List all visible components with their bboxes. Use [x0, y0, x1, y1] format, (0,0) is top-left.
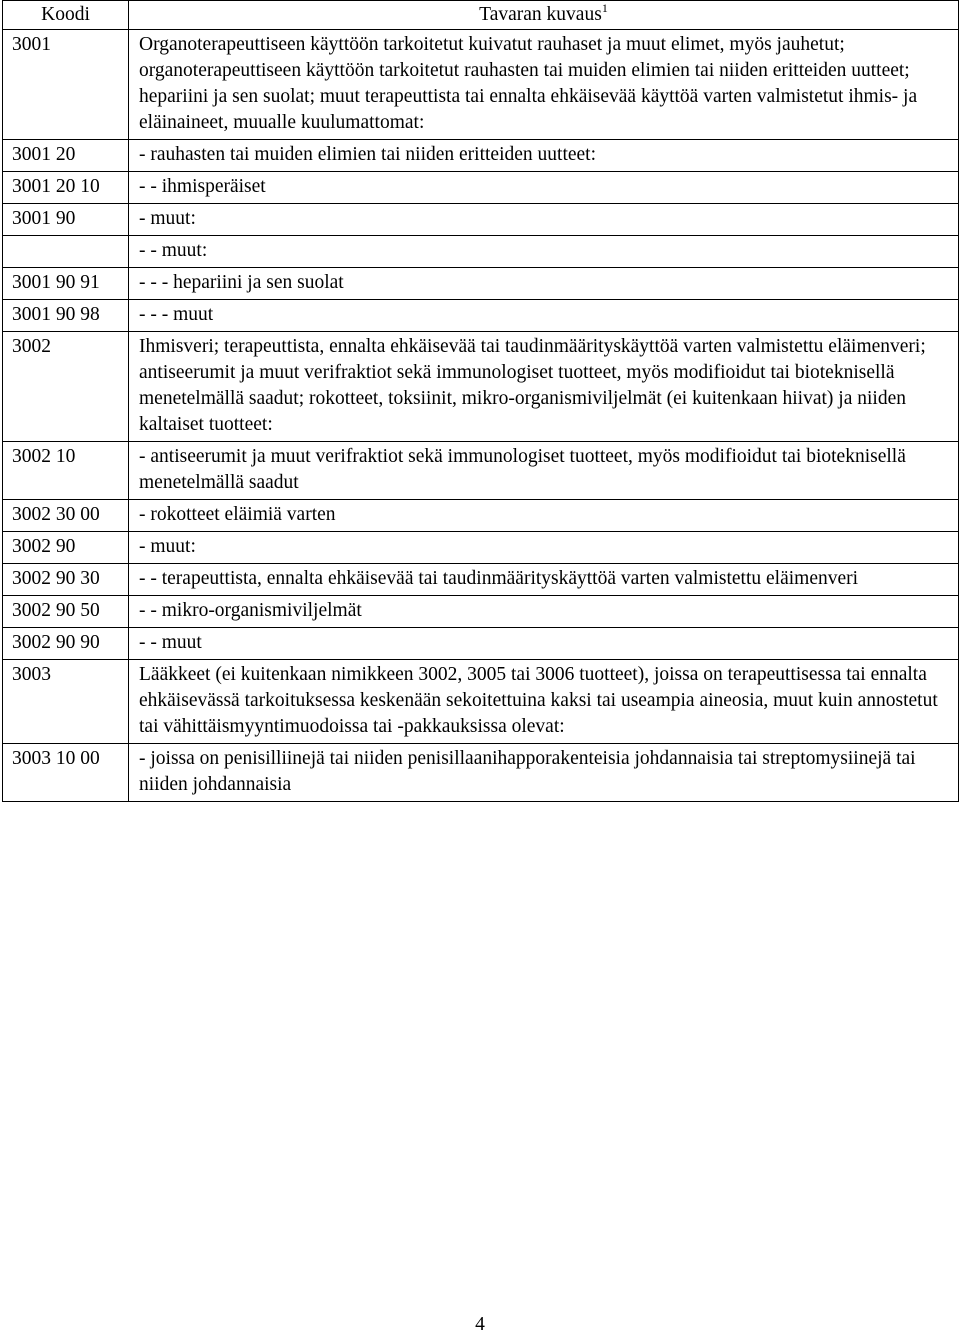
row-description: - - terapeuttista, ennalta ehkäisevää tai taudinmäärityskäyttöä varten valmistettu eläimenveri [129, 564, 959, 596]
row-code: 3002 30 00 [3, 500, 129, 532]
table-row [3, 532, 959, 564]
row-code: 3001 20 [3, 140, 129, 172]
row-description: - - mikro-organismiviljelmät [129, 596, 959, 628]
row-description: - - muut [129, 628, 959, 660]
row-code [3, 236, 129, 268]
row-code: 3001 90 91 [3, 268, 129, 300]
row-description: - - - muut [129, 300, 959, 332]
row-code: 3001 90 [3, 204, 129, 236]
row-description: - - - hepariini ja sen suolat [129, 268, 959, 300]
column-header-code: Koodi [3, 1, 129, 30]
table-row [3, 204, 959, 236]
row-description: - - muut: [129, 236, 959, 268]
row-description: - joissa on penisilliinejä tai niiden penisillaanihapporakenteisia johdannaisia tai streptomysiinejä tai niiden johdannaisia [129, 744, 959, 802]
row-description: Ihmisveri; terapeuttista, ennalta ehkäisevää tai taudinmäärityskäyttöä varten valmistettu eläimenveri; antiseerumit ja muut verifraktiot sekä immunologiset tuotteet, myös modifioidut tai bioteknisellä menetelmällä saadut; rokotteet, toksiinit, mikro-organismiviljelmät (ei kuitenkaan hiivat) ja niiden kaltaiset tuotteet: [129, 332, 959, 442]
table-row [3, 744, 959, 802]
page-number: 4 [475, 1314, 485, 1335]
row-code: 3002 10 [3, 442, 129, 500]
table-row [3, 500, 959, 532]
row-code: 3001 20 10 [3, 172, 129, 204]
tariff-code-table [2, 0, 959, 802]
table-row [3, 140, 959, 172]
row-description: - muut: [129, 204, 959, 236]
row-description: - muut: [129, 532, 959, 564]
table-row [3, 268, 959, 300]
table-row [3, 30, 959, 140]
table-row [3, 660, 959, 744]
row-code: 3002 90 50 [3, 596, 129, 628]
table-row [3, 628, 959, 660]
table-row [3, 172, 959, 204]
row-code: 3001 90 98 [3, 300, 129, 332]
table-row [3, 300, 959, 332]
row-description: Lääkkeet (ei kuitenkaan nimikkeen 3002, 3005 tai 3006 tuotteet), joissa on terapeuttisessa tai ennalta ehkäisevässä tarkoituksessa keskenään sekoitettuina kaksi tai useampia aineosia, muut kuin annostetut tai vähittäismyyntimuodoissa tai -pakkauksissa olevat: [129, 660, 959, 744]
table-row [3, 442, 959, 500]
row-description: - rokotteet eläimiä varten [129, 500, 959, 532]
table-row [3, 564, 959, 596]
row-description: - - ihmisperäiset [129, 172, 959, 204]
row-code: 3002 [3, 332, 129, 442]
column-header-description-label: Tavaran kuvaus [479, 4, 602, 25]
row-description: - rauhasten tai muiden elimien tai niiden eritteiden uutteet: [129, 140, 959, 172]
table-row [3, 332, 959, 442]
footnote-marker: 1 [601, 1, 608, 15]
row-code: 3002 90 30 [3, 564, 129, 596]
table-header-row [3, 1, 959, 30]
table-row [3, 236, 959, 268]
table-row [3, 596, 959, 628]
row-code: 3002 90 [3, 532, 129, 564]
row-code: 3003 10 00 [3, 744, 129, 802]
column-header-description [129, 1, 959, 30]
row-description: Organoterapeuttiseen käyttöön tarkoitetut kuivatut rauhaset ja muut elimet, myös jauhetut; organoterapeuttiseen käyttöön tarkoitetut rauhasten tai muiden elimien tai niiden eritteiden uutteet; hepariini ja sen suolat; muut terapeuttista tai ennalta ehkäisevää käyttöä varten valmistetut ihmis- ja eläinaineet, muualle kuulumattomat: [129, 30, 959, 140]
row-description: - antiseerumit ja muut verifraktiot sekä immunologiset tuotteet, myös modifioidut tai bioteknisellä menetelmällä saadut [129, 442, 959, 500]
row-code: 3003 [3, 660, 129, 744]
row-code: 3002 90 90 [3, 628, 129, 660]
row-code: 3001 [3, 30, 129, 140]
